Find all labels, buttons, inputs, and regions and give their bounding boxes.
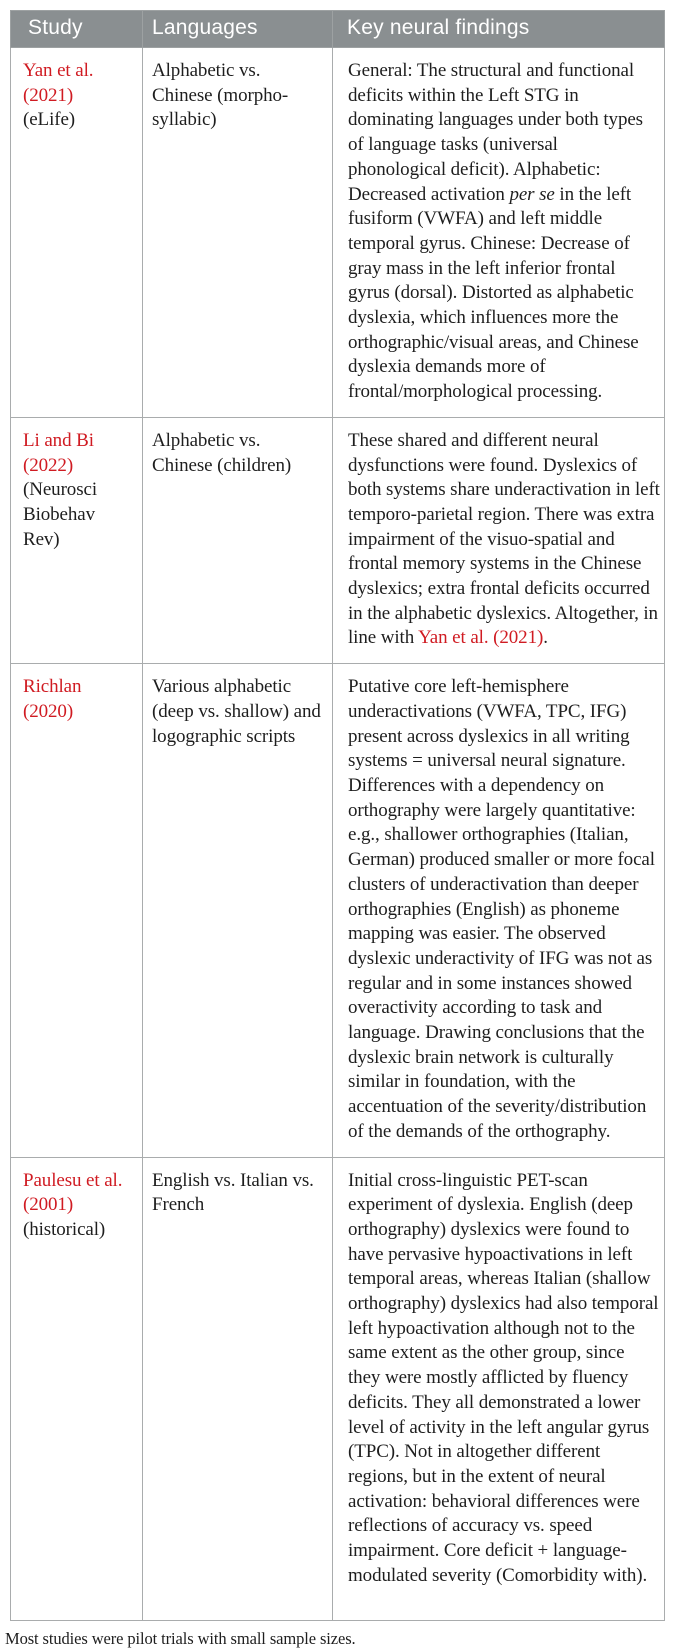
study-journal-note: (Neurosci Biobehav Rev) <box>23 479 98 550</box>
findings-cell <box>333 417 665 663</box>
study-cell <box>11 664 143 1157</box>
study-citation-link[interactable]: Li and Bi (2022) <box>23 429 94 476</box>
findings-cell <box>333 48 665 418</box>
findings-text: Putative core left-hemisphere underactivations (VWFA, TPC, IFG) present across dyslexics in all writing systems = universal neural signature. Differences with a dependency on orthography were largely quantitative: e.g., shallower orthographies (Italian, German) produced smaller or more focal clusters of underactivation than deeper orthographies (English) as phoneme mapping was easier. The observed dyslexic underactivity of IFG was not as regular and in some instances showed overactivity according to task and language. Drawing conclusions that the dyslexic brain network is culturally similar in foundation, with the accentuation of the severity/distribution of the demands of the orthography. <box>348 676 655 1142</box>
study-cell <box>11 417 143 663</box>
languages-cell: Alphabetic vs. Chinese (children) <box>143 417 333 663</box>
languages-cell: English vs. Italian vs. French <box>143 1157 333 1620</box>
findings-text: per se <box>509 183 555 205</box>
col-header-study: Study <box>11 11 143 48</box>
inline-citation-link[interactable]: Yan et al. (2021) <box>418 627 544 649</box>
table-body <box>11 48 665 1621</box>
table-footnote: Most studies were pilot trials with small sample sizes. <box>5 1628 356 1648</box>
studies-comparison-table <box>10 10 665 1621</box>
study-citation-link[interactable]: Yan et al. (2021) <box>23 60 94 106</box>
col-header-key-neural-findings: Key neural findings <box>333 11 665 48</box>
study-citation-link[interactable]: Richlan (2020) <box>23 676 82 722</box>
study-cell <box>11 1157 143 1620</box>
study-cell <box>11 48 143 418</box>
findings-text: . <box>543 627 548 649</box>
languages-cell: Alphabetic vs. Chinese (morpho-syllabic) <box>143 48 333 418</box>
findings-cell <box>333 1157 665 1620</box>
study-journal-note: (historical) <box>23 1218 106 1240</box>
study-citation-link[interactable]: Paulesu et al. (2001) <box>23 1169 123 1216</box>
study-journal-note: (eLife) <box>23 109 76 131</box>
findings-text: General: The structural and functional deficits within the Left STG in dominating languages under both types of language tasks (universal phonological deficit). Alphabetic: Decreased activation <box>348 60 643 205</box>
findings-text: These shared and different neural dysfunctions were found. Dyslexics of both systems share underactivation in left temporo-parietal region. There was extra impairment of the visuo-spatial and frontal memory systems in the Chinese dyslexics; extra frontal deficits occurred in the alphabetic dyslexics. Altogether, in line with <box>348 429 660 649</box>
findings-text: Initial cross-linguistic PET-scan experiment of dyslexia. English (deep orthography) dyslexics were found to have pervasive hypoactivations in left temporal areas, whereas Italian (shallow orthography) dyslexics had also temporal left hypoactivation although not to the same extent as the other group, since they were mostly afflicted by fluency deficits. They all demonstrated a lower level of activity in the left angular gyrus (TPC). Not in altogether different regions, but in the extent of neural activation: behavioral differences were reflections of accuracy vs. speed impairment. Core deficit + language-modulated severity (Comorbidity with). <box>348 1169 659 1586</box>
languages-cell: Various alphabetic (deep vs. shallow) and logographic scripts <box>143 664 333 1157</box>
findings-cell <box>333 664 665 1157</box>
header-row <box>11 11 665 48</box>
table-row <box>11 664 665 1157</box>
findings-text: in the left fusiform (VWFA) and left middle temporal gyrus. Chinese: Decrease of gray mass in the left inferior frontal gyrus (dorsal). Distorted as alphabetic dyslexia, which influences more the orthographic/visual areas, and Chinese dyslexia demands more of frontal/morphological processing. <box>348 183 639 403</box>
table-row <box>11 48 665 418</box>
table-row <box>11 417 665 663</box>
table-row <box>11 1157 665 1620</box>
col-header-languages: Languages <box>143 11 333 48</box>
